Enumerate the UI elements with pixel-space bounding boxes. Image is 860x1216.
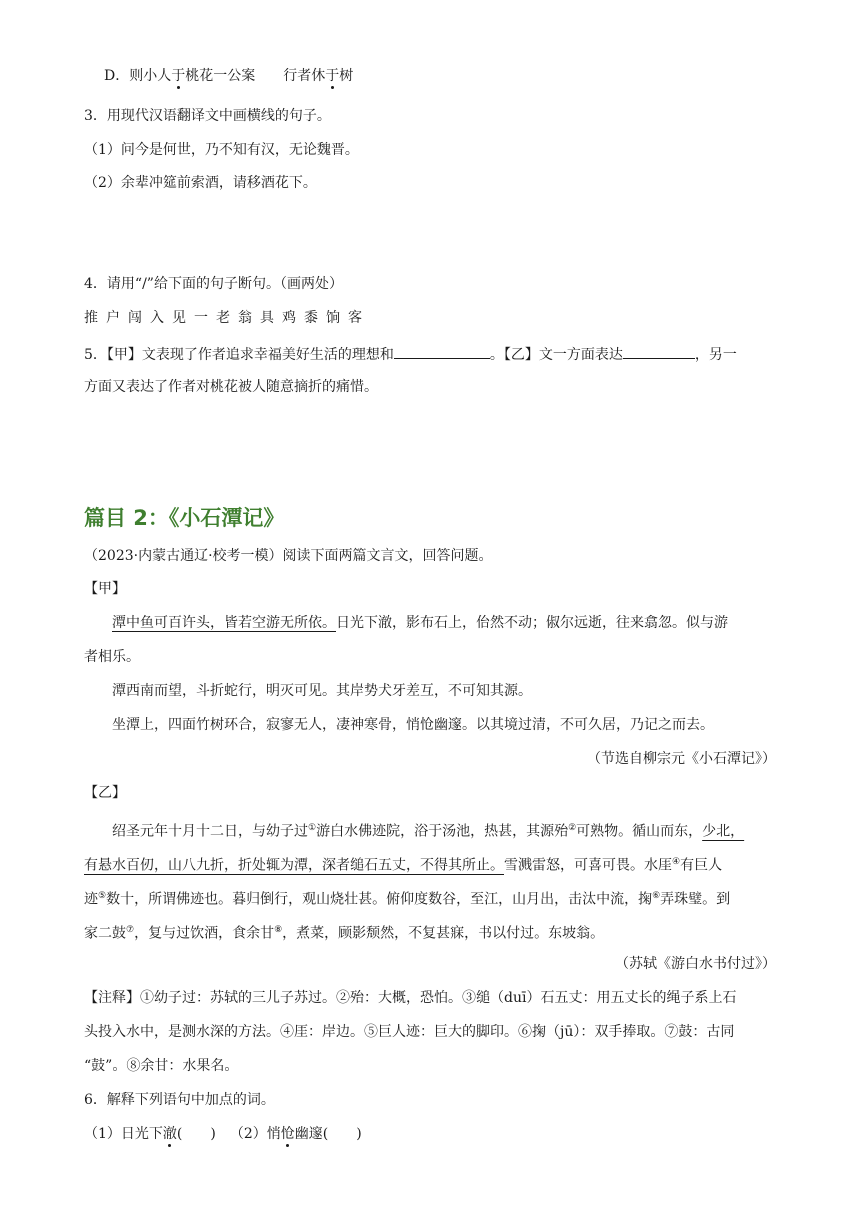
question-5-text: 5．【甲】文表现了作者追求幸福美好生活的理想和 [84,347,394,363]
passage-text: 绍圣元年十月十二日，与幼子过 [112,823,308,840]
question-3-item-1: （1）问今是何世，乃不知有汉，无论魏晋。 [84,142,359,158]
passage-text: 迹 [84,891,98,908]
note-marker: ⑧ [274,925,283,935]
passage-text: 可熟物。循山而东， [576,823,703,840]
underlined-sentence: 潭中鱼可百许头，皆若空游无所依。 [112,615,336,631]
question-4-sentence: 推户闯入见一老翁具鸡黍饷客 [84,310,370,326]
passage-jia-p3: 坐潭上，四面竹树环合，寂寥无人，凄神寒骨，悄怆幽邃。以其境过清，不可久居，乃记之而去。 [112,717,714,733]
answer-blank[interactable] [623,343,695,359]
note-marker: ⑥ [652,891,661,901]
question-5 [84,343,737,365]
passage-text: 家二鼓 [84,925,126,942]
dotted-char: 于 [325,68,340,84]
passage-jia-label: 【甲】 [84,581,126,597]
passage-jia-p1 [112,613,728,633]
note-marker: ② [568,823,577,833]
notes-line-2: 头投入水中，是测水深的方法。④厓：岸边。⑤巨人迹：巨大的脚印。⑥掬（jū）：双手捧取。⑦鼓：古同 [84,1024,735,1040]
question-3-item-2: （2）余辈冲筵前索酒，请移酒花下。 [84,175,317,191]
passage-yi-line4 [84,920,604,944]
passage-jia-citation: （节选自柳宗元《小石潭记》） [587,751,776,767]
passage-jia-p1-line2: 者相乐。 [84,649,140,665]
passage-yi-line1 [112,818,744,842]
question-6-items [84,1124,362,1144]
passage-yi-label: 【乙】 [84,785,126,801]
option-text: 则小人 [129,68,172,84]
section-title: 篇目 2：《小石潭记》 [84,506,285,530]
question-5-text: ，另一 [694,347,737,363]
underlined-sentence: 有悬水百仞，山八九折，折处辄为潭，深者缒石五丈，不得其所止。 [84,857,504,874]
passage-jia-p2: 潭西南而望，斗折蛇行，明灭可见。其岸势犬牙差互，不可知其源。 [112,683,532,699]
option-text: 树 [339,68,354,84]
note-marker: ⑦ [126,925,135,935]
question-4: 4．请用“/”给下面的句子断句。（画两处） [84,276,343,292]
passage-text: 雪溅雷怒，可喜可畏。水厓 [504,857,672,874]
option-text: 行者休 [283,68,326,84]
underlined-sentence: 少北， [702,823,745,840]
dotted-char: 澈 [162,1126,177,1142]
passage-text: ，煮菜，顾影颓然，不复甚寐，书以付过。东坡翁。 [282,925,605,942]
note-marker: ④ [672,857,681,867]
passage-yi-citation: （苏轼《游白水书付过》） [615,956,776,972]
notes-line-1: 【注释】①幼子过：苏轼的三儿子苏过。②殆：大概，恐怕。③缒（duī）石五丈：用五丈长的绳子系上石 [84,990,737,1006]
reading-source: （2023·内蒙古通辽·校考一模）阅读下面两篇文言文，回答问题。 [84,548,493,564]
note-marker: ① [308,823,317,833]
dotted-char: 怆 [280,1126,295,1142]
answer-blank[interactable]: ( ) [176,1126,216,1142]
question-5-text: 。【乙】文一方面表达 [489,347,623,363]
question-5-line-2: 方面又表达了作者对桃花被人随意摘折的痛惜。 [84,379,378,395]
passage-text: 有巨人 [680,857,723,874]
passage-text: ，复与过饮酒，食余甘 [134,925,275,942]
notes-line-3: “鼓”。⑧余甘：水果名。 [84,1058,239,1074]
passage-yi-line2 [84,852,722,876]
dotted-char: 于 [171,68,186,84]
question-3: 3．用现代汉语翻译文中画横线的句子。 [84,108,331,124]
option-d [104,66,353,86]
passage-text: 日光下澈，影布石上，佁然不动；俶尔远逝，往来翕忽。似与游 [336,615,728,631]
question-6: 6．解释下列语句中加点的词。 [84,1092,275,1108]
question-text: （1）日光下 [84,1126,163,1142]
passage-text: 游白水佛迹院，浴于汤池，热甚，其源殆 [316,823,569,840]
option-label: D． [104,68,130,84]
passage-yi-line3 [84,886,730,910]
question-text: （2）悄 [229,1126,281,1142]
answer-blank[interactable] [394,343,490,359]
option-text: 桃花一公案 [185,68,256,84]
passage-text: 数十，所谓佛迹也。暮归倒行，观山烧壮甚。俯仰度数谷，至江，山月出，击汰中流，掬 [106,891,653,908]
note-marker: ⑤ [98,891,107,901]
answer-blank[interactable]: 幽邃( ) [294,1126,362,1142]
passage-text: 弄珠璧。到 [660,891,731,908]
